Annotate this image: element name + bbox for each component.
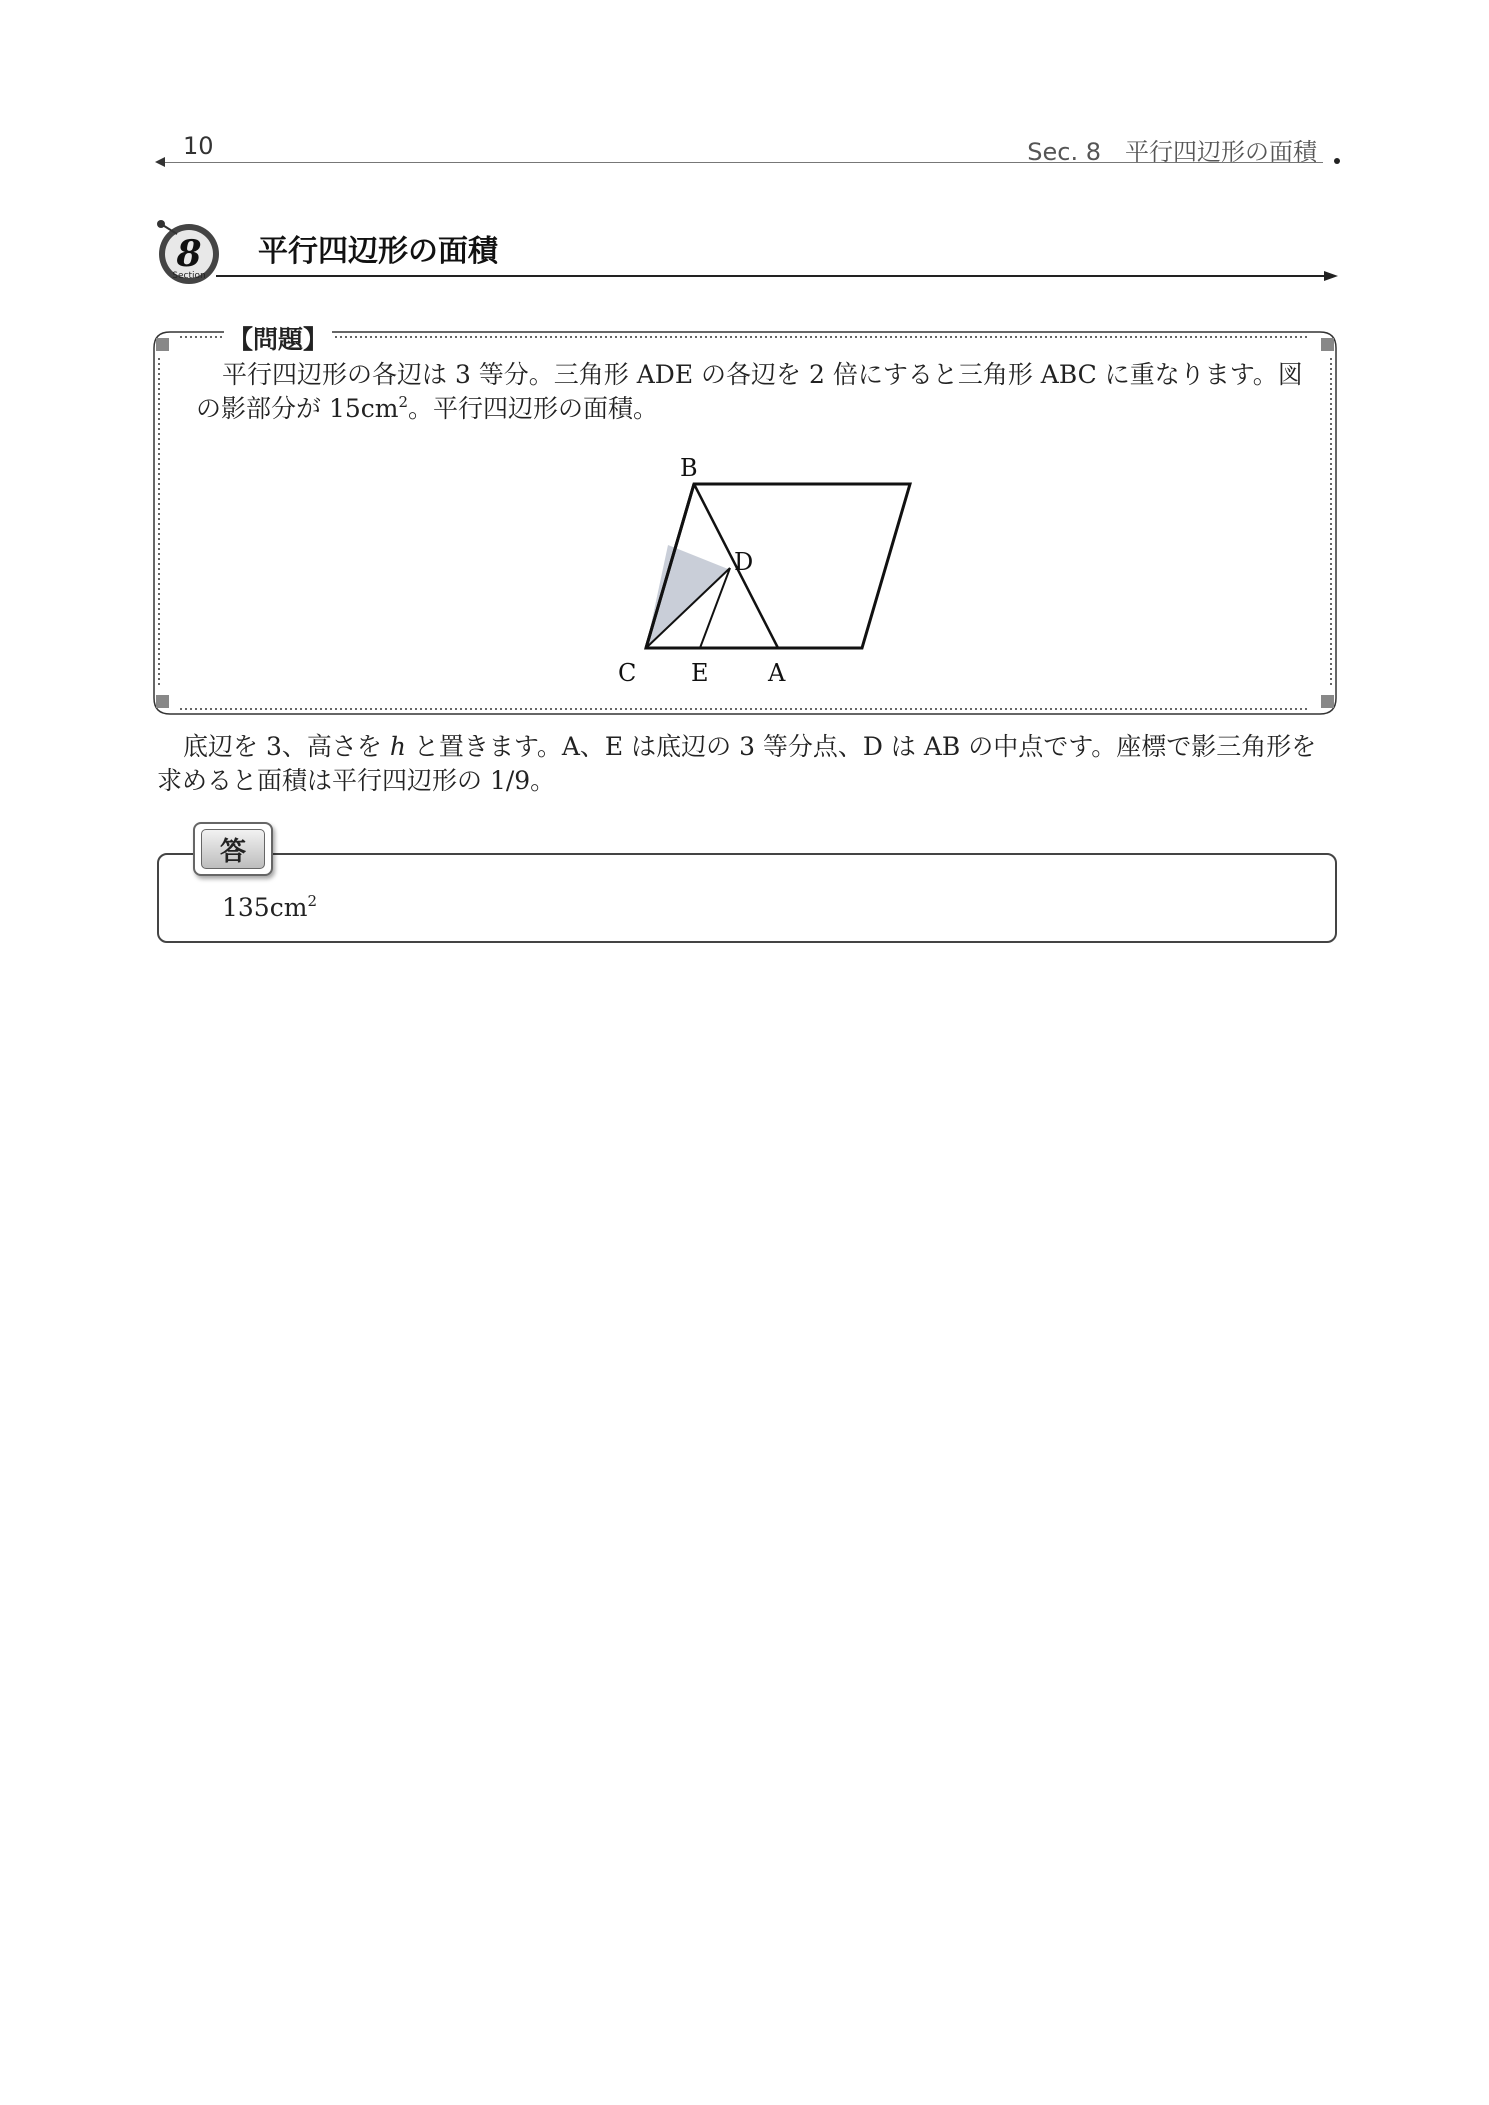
answer-tab [193, 822, 273, 876]
answer-value-superscript: 2 [307, 892, 317, 910]
problem-label: 【問題】 [224, 320, 332, 356]
section-rule [216, 275, 1326, 277]
running-title: Sec. 8 平行四辺形の面積 [1027, 138, 1317, 166]
shaded-triangle [646, 545, 728, 648]
header-rule [158, 162, 1323, 163]
section-rule-arrow-icon [1324, 271, 1338, 281]
problem-text [196, 358, 1304, 426]
answer-value [222, 893, 317, 922]
label-D: D [734, 548, 754, 576]
header-dot [1334, 158, 1340, 164]
explanation-text [157, 730, 1337, 798]
problem-text-superscript: 2 [398, 393, 409, 411]
parallelogram-figure [560, 440, 940, 700]
explanation-part1: 底辺を 3、高さを [183, 732, 390, 761]
explanation-variable: h [389, 732, 406, 761]
label-B: B [680, 454, 698, 482]
section-badge-icon [153, 216, 225, 288]
section-number: 8 [176, 233, 202, 275]
label-C: C [618, 659, 637, 687]
explanation-part2: と置きます。A、E は底辺の 3 等分点、D は AB の中点です。座標で影三角形を求めると面積は平行四辺形の 1/9。 [157, 732, 1317, 795]
section-badge-text: Section [172, 271, 206, 281]
page-number: 10 [183, 132, 214, 160]
answer-label: 答 [201, 829, 265, 869]
label-A: A [768, 659, 786, 687]
answer-value-main: 135cm [222, 893, 308, 922]
section-title: 平行四辺形の面積 [258, 234, 498, 269]
answer-box [157, 853, 1337, 943]
header-arrow-icon [155, 157, 165, 167]
problem-text-main: 平行四辺形の各辺は 3 等分。三角形 ADE の各辺を 2 倍にすると三角形 ABC に重なります。図の影部分が 15cm [196, 360, 1303, 423]
label-E: E [691, 659, 709, 687]
problem-text-end: 。平行四辺形の面積。 [408, 394, 659, 423]
